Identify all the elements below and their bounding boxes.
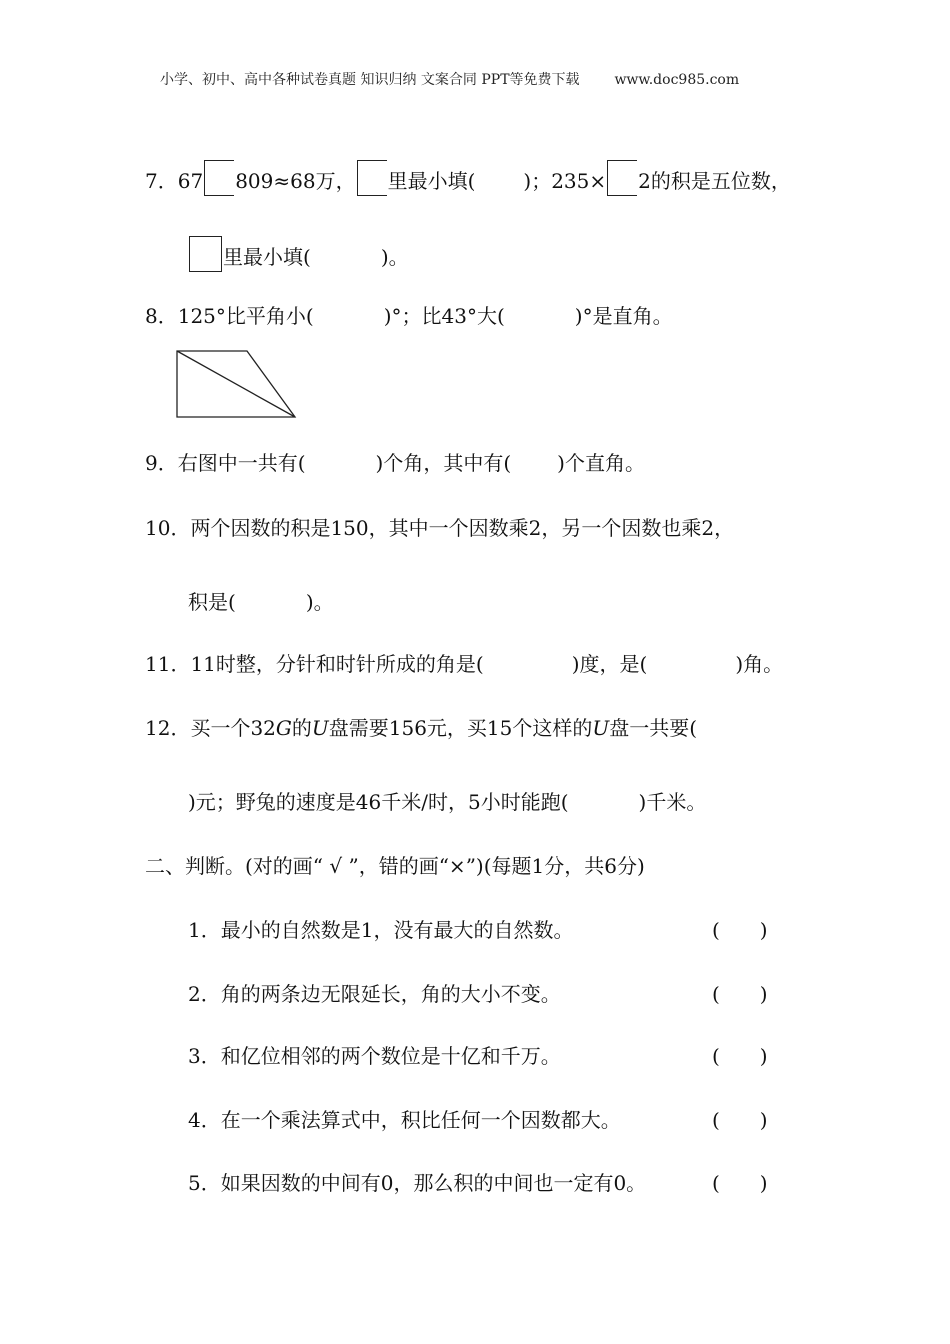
q12-var-g: G [275,716,292,740]
q10-text-b: 积是( [188,590,236,614]
question-11 [145,650,783,678]
q12-text-d: 盘一共要( [609,716,698,740]
judge-item-4 [188,1106,621,1134]
judge-item-5 [188,1169,646,1197]
q12-text-c: 盘需要156元，买15个这样的 [328,716,593,740]
header-text: 小学、初中、高中各种试卷真题 知识归纳 文案合同 PPT等免费下载 [160,72,580,88]
q12-text-a: 买一个32 [190,716,276,740]
judge-item-3 [188,1042,561,1070]
judge-number: 1． [188,918,221,942]
question-7-line-1 [145,160,791,196]
q12-text-b: 的 [291,716,312,740]
header-site: www.doc985.com [614,72,740,88]
q8-text-c: )°是直角。 [574,304,673,328]
judge-answer-3[interactable]: ( ) [712,1044,768,1068]
question-10-line-1 [145,514,734,542]
answer-box[interactable] [204,160,234,196]
judge-answer-1[interactable]: ( ) [712,918,768,942]
question-12-line-1 [145,714,697,742]
question-12-line-2 [188,788,706,816]
q12-text-e: )元；野兔的速度是46千米/时，5小时能跑( [188,790,569,814]
q11-text-a: 11时整，分针和时针所成的角是( [190,652,484,676]
judge-answer-5[interactable]: ( ) [712,1171,768,1195]
question-10-line-2 [188,588,334,616]
judge-number: 3． [188,1044,221,1068]
q7-text-f: 里最小填( [223,245,311,269]
q11-text-c: )角。 [735,652,784,676]
q9-text-c: )个直角。 [557,451,645,475]
q7-text-c: 里最小填( [387,169,476,193]
q7-text-d: )；235× [523,169,607,193]
q9-text-a: 右图中一共有( [177,451,306,475]
q10-text-c: )。 [305,590,334,614]
judge-text: 在一个乘法算式中，积比任何一个因数都大。 [220,1108,621,1132]
question-number: 10． [145,516,191,540]
judge-item-1 [188,916,573,944]
judge-answer-4[interactable]: ( ) [712,1108,768,1132]
answer-box[interactable] [607,160,637,196]
page-header [160,70,739,90]
question-number: 8． [145,304,178,328]
q7-text-e: 2的积是五位数， [638,169,791,193]
q12-var-u1: U [311,716,329,740]
q12-text-f: )千米。 [638,790,707,814]
judge-number: 5． [188,1171,221,1195]
q9-text-b: )个角，其中有( [375,451,512,475]
judge-text: 如果因数的中间有0，那么积的中间也一定有0。 [220,1171,647,1195]
q11-text-b: )度，是( [571,652,648,676]
judge-text: 角的两条边无限延长，角的大小不变。 [220,982,561,1006]
judge-number: 4． [188,1108,221,1132]
question-number: 9． [145,451,178,475]
q8-text-a: 125°比平角小( [177,304,314,328]
q12-var-u2: U [592,716,610,740]
judge-item-2 [188,980,561,1008]
q10-text-a: 两个因数的积是150，其中一个因数乘2，另一个因数也乘2， [190,516,735,540]
answer-box[interactable] [189,236,222,272]
judge-text: 和亿位相邻的两个数位是十亿和千万。 [220,1044,561,1068]
section-2-title: 二、判断。(对的画“ √ ”，错的画“×”)(每题1分，共6分) [145,854,645,878]
judge-text: 最小的自然数是1，没有最大的自然数。 [220,918,574,942]
question-8 [145,302,673,330]
judge-number: 2． [188,982,221,1006]
question-7-line-2 [188,236,409,272]
q8-text-b: )°；比43°大( [383,304,505,328]
question-number: 7． [145,169,178,193]
q7-text-g: )。 [380,245,409,269]
answer-box[interactable] [357,160,387,196]
question-9 [145,449,645,477]
q7-text-a: 67 [177,169,204,193]
question-number: 12． [145,716,191,740]
q7-text-b: 809≈68万， [235,169,356,193]
judge-answer-2[interactable]: ( ) [712,982,768,1006]
question-number: 11． [145,652,191,676]
trapezoid-figure [170,345,310,425]
